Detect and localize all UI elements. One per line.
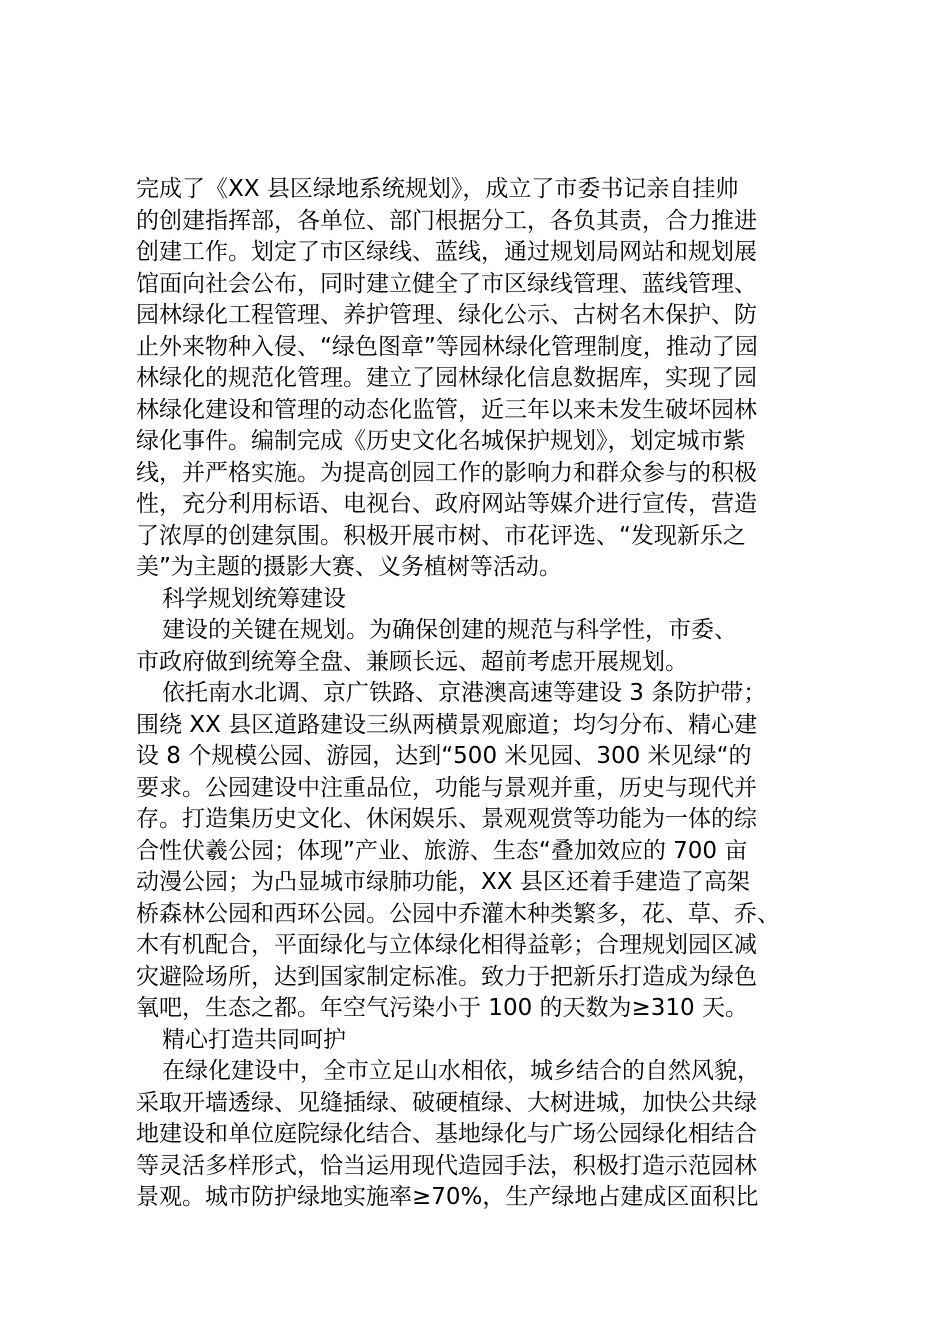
text-line: 景观。城市防护绿地实施率≥70%，生产绿地占建成区面积比 bbox=[136, 1184, 759, 1210]
text-line: 馆面向社会公布，同时建立健全了市区绿线管理、蓝线管理、 bbox=[136, 270, 757, 297]
text-line: 灾避险场所，达到国家制定标准。致力于把新乐打造成为绿色 bbox=[136, 963, 757, 990]
text-line: 绿化事件。编制完成《历史文化名城保护规划》，划定城市紫 bbox=[136, 428, 746, 454]
text-line: 止外来物种入侵、“绿色图章”等园林绿化管理制度，推动了园 bbox=[136, 333, 758, 360]
body-text bbox=[136, 174, 836, 1214]
text-line: 木有机配合，平面绿化与立体绿化相得益彰；合理规划园区减 bbox=[136, 932, 757, 958]
text-line: 完成了《XX 县区绿地系统规划》，成立了市委书记亲自挂帅 bbox=[136, 176, 739, 202]
text-line: 地建设和单位庭院绿化结合、基地绿化与广场公园绿化相结合 bbox=[136, 1121, 757, 1147]
text-line: 建设的关键在规划。为确保创建的规范与科学性，市委、 bbox=[162, 617, 737, 643]
text-line: 合性伏羲公园；体现”产业、旅游、生态“叠加效应的 700 亩 bbox=[136, 837, 748, 864]
text-line: 了浓厚的创建氛围。积极开展市树、市花评选、“发现新乐之 bbox=[136, 522, 746, 549]
text-line: 的创建指挥部，各单位、部门根据分工，各负其责，合力推进 bbox=[136, 207, 757, 234]
text-line: 市政府做到统筹全盘、兼顾长远、超前考虑开展规划。 bbox=[136, 648, 688, 675]
text-line: 桥森林公园和西环公园。公园中乔灌木种类繁多，花、草、乔、 bbox=[136, 900, 780, 927]
text-line: 性，充分利用标语、电视台、政府网站等媒介进行宣传，营造 bbox=[136, 491, 757, 517]
text-line: 园林绿化工程管理、养护管理、绿化公示、古树名木保护、防 bbox=[136, 302, 757, 328]
text-line: 林绿化的规范化管理。建立了园林绿化信息数据库，实现了园 bbox=[136, 365, 757, 391]
text-line: 氧吧，生态之都。年空气污染小于 100 的天数为≥310 天。 bbox=[136, 995, 749, 1021]
text-line: 等灵活多样形式，恰当运用现代造园手法，积极打造示范园林 bbox=[136, 1152, 757, 1179]
text-line: 线，并严格实施。为提高创园工作的影响力和群众参与的积极 bbox=[136, 459, 757, 486]
text-line: 林绿化建设和管理的动态化监管，近三年以来未发生破坏园林 bbox=[136, 396, 757, 423]
text-line: 存。打造集历史文化、休闲娱乐、景观观赏等功能为一体的综 bbox=[136, 806, 757, 832]
text-line: 美”为主题的摄影大赛、义务植树等活动。 bbox=[136, 554, 562, 580]
text-line: 围绕 XX 县区道路建设三纵两横景观廊道；均匀分布、精心建 bbox=[136, 711, 758, 738]
section-heading: 精心打造共同呵护 bbox=[162, 1026, 346, 1053]
text-line: 采取开墙透绿、见缝插绿、破硬植绿、大树进城，加快公共绿 bbox=[136, 1089, 757, 1116]
text-line: 动漫公园；为凸显城市绿肺功能，XX 县区还着手建造了高架 bbox=[136, 869, 750, 895]
section-heading: 科学规划统筹建设 bbox=[162, 585, 346, 612]
text-line: 创建工作。划定了市区绿线、蓝线，通过规划局网站和规划展 bbox=[136, 239, 757, 265]
text-line: 依托南水北调、京广铁路、京港澳高速等建设 3 条防护带； bbox=[162, 680, 767, 706]
text-line: 设 8 个规模公园、游园，达到“500 米见园、300 米见绿“的 bbox=[136, 743, 752, 769]
text-line: 在绿化建设中，全市立足山水相依，城乡结合的自然风貌， bbox=[162, 1058, 760, 1084]
text-line: 要求。公园建设中注重品位，功能与景观并重，历史与现代并 bbox=[136, 774, 757, 801]
